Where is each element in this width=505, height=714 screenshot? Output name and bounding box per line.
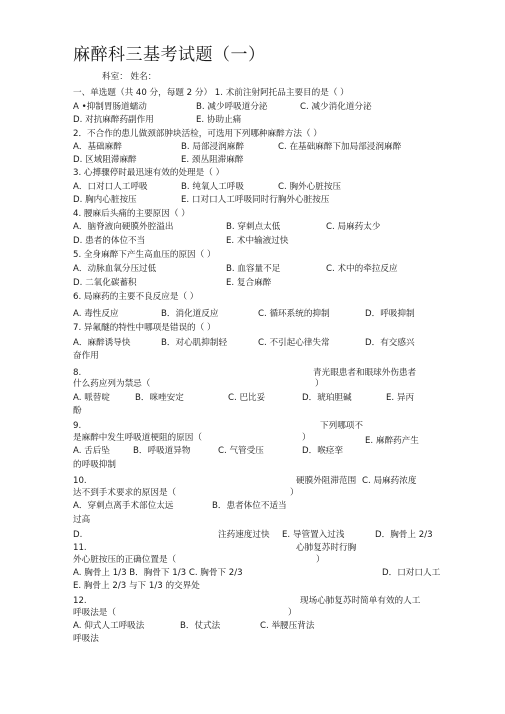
q11-question-part2: 外心脏按压的正确位置是（	[73, 555, 177, 565]
q2-question: 2．不合作的患儿做颈部肿块活检，可选用下列哪种麻醉方法（ ）	[73, 129, 322, 139]
q10-option-d-label: D.	[73, 530, 83, 540]
q9-question-part2: 是麻醉中发生呼吸道梗阻的原因（	[73, 433, 202, 443]
q10-option-d: 注药速度过快	[218, 530, 270, 540]
q10-option-a: A．穿刺点离手术部位太远	[73, 501, 174, 511]
q12-question-part1: 现场心肺复苏时简单有效的人工	[300, 596, 421, 606]
q6-option-b: B．消化道反应	[161, 309, 219, 319]
q3-option-a: A．口对口人工呼吸	[73, 182, 148, 192]
q3-option-b: B. 纯氧人工呼吸	[181, 182, 244, 192]
q8-option-c: C. 巴比妥	[228, 393, 266, 403]
q2-option-b: B. 局部浸润麻醉	[181, 142, 244, 152]
q4-option-a: A．脑脊液向硬膜外腔溢出	[73, 222, 174, 232]
q4-option-c: C. 局麻药太少	[326, 222, 381, 232]
q9-option-b: B．呼吸道异物	[133, 446, 191, 456]
q12-option-b: B．仗式法	[180, 621, 221, 631]
q10-option-e: E. 导管置入过浅	[282, 530, 345, 540]
q6-question: 6. 局麻药的主要不良反应是（ ）	[73, 292, 199, 302]
q9-question-paren: ）	[302, 433, 311, 443]
q4-option-b: B. 穿刺点太低	[226, 222, 281, 232]
q5-option-d: D. 二氧化碳蓄积	[73, 278, 137, 288]
q1-option-e: E. 协助止痛	[196, 115, 242, 125]
q5-question: 5. 全身麻醉下产生高血压的原因（ ）	[73, 250, 216, 260]
q1-option-a: A •抑制胃肠道蠕动	[73, 102, 147, 112]
q10-option-c: C. 局麻药浓度	[362, 476, 417, 486]
q8-option-d: D．琥珀胆碱	[302, 393, 352, 403]
q12-question-part2: 呼吸法是（	[73, 608, 116, 618]
q7-option-d: D．有交感兴	[365, 338, 415, 348]
q7-option-c: C. 不引起心律失常	[258, 338, 330, 348]
q9-question-part1: 下列哪项不	[320, 421, 363, 431]
q11-question-paren: ）	[316, 555, 325, 565]
q3-option-d: D. 胸内心脏按压	[73, 195, 137, 205]
q3-option-c: C. 胸外心脏按压	[278, 182, 342, 192]
q8-option-e-cont: 酚	[73, 406, 82, 416]
q8-option-b: B．咪唑安定	[135, 393, 184, 403]
q9-option-d: D．喉痉挛	[302, 446, 343, 456]
q2-option-e: E. 颈丛阻滞麻醉	[181, 155, 244, 165]
q12-option-a: A. 仰式人工呼吸法	[73, 621, 145, 631]
q5-option-e: E. 复合麻醉	[226, 278, 272, 288]
q4-question: 4. 腰麻后头痛的主要原因（ ）	[73, 209, 190, 219]
q4-option-e: E. 术中输液过快	[226, 236, 289, 246]
q7-option-a: A．麻醉诱导快	[73, 338, 131, 348]
q12-question-paren: ）	[288, 608, 297, 618]
q7-option-d-cont: 奋作用	[73, 351, 99, 361]
q9-option-e-cont: 的呼吸抑制	[73, 460, 116, 470]
q8-option-a: A. 哌替啶	[73, 393, 110, 403]
q6-option-d: D．呼吸抑制	[365, 309, 415, 319]
q10-option-b: B．患者体位不适当	[212, 501, 287, 511]
q11-option-e: E. 胸骨上 2/3 与下 1/3 的交界处	[73, 581, 200, 591]
q6-option-c: C. 循环系统的抑制	[258, 309, 330, 319]
q10-question-paren: ）	[290, 488, 299, 498]
q1-option-d: D. 对抗麻醉药副作用	[73, 115, 154, 125]
q9-option-a: A. 舌后坠	[73, 446, 110, 456]
q12-number: 12.	[73, 596, 87, 606]
q12-option-d-cont: 呼吸法	[73, 634, 99, 644]
q4-option-d: D. 患者的体位不当	[73, 236, 146, 246]
q1-option-c: C. 减少消化道分泌	[300, 102, 372, 112]
q11-option-d: D．胸骨上 2/3	[375, 530, 433, 540]
q8-number: 8.	[73, 368, 82, 378]
q11-number: 11.	[73, 543, 87, 553]
q11-options-abc: A. 胸骨上 1/3 B．胸骨下 1/3 C. 胸骨下 2/3	[73, 568, 243, 578]
q6-option-a: A. 毒性反应	[73, 309, 119, 319]
q10-question-part1: 硬膜外阻滞范围	[296, 476, 357, 486]
q10-question-part2: 达不到手术要求的原因是（	[73, 488, 177, 498]
q10-number: 10.	[73, 476, 87, 486]
q5-option-b: B. 血容量不足	[226, 264, 281, 274]
q2-option-a: A．基础麻醉	[73, 142, 122, 152]
q3-option-e: E. 口对口人工呼吸同时行胸外心脏按压	[181, 195, 330, 205]
q12-option-d: D．口对口人工	[382, 568, 441, 578]
q8-option-e: E. 异丙	[386, 393, 415, 403]
q2-option-c: C. 在基础麻醉下加局部浸润麻醉	[278, 142, 402, 152]
q12-option-c: C. 举腰压背法	[260, 621, 315, 631]
q5-option-c: C. 术中的牵拉反应	[326, 264, 398, 274]
q11-question-part1: 心肺复苏时行胸	[296, 543, 357, 553]
q8-question-part1: 青光眼患者和眼球外伤患者	[313, 368, 417, 378]
q7-question: 7. 异氟醚的特性中哪项是错误的（ ）	[73, 323, 216, 333]
subtitle-department-name: 科室： 姓名：	[102, 72, 157, 82]
q7-option-b: B．对心肌抑制轻	[161, 338, 228, 348]
q2-option-d: D. 区域阻滞麻醉	[73, 155, 137, 165]
q8-question-part2: 什么药应列为禁忌（	[73, 379, 151, 389]
q9-option-e: E. 麻醉药产生	[365, 436, 419, 446]
q5-option-a: A．动脉血氧分压过低	[73, 264, 157, 274]
q8-question-paren: ）	[315, 379, 324, 389]
page-title: 麻醉科三基考试题（一）	[73, 45, 266, 65]
q3-question: 3. 心搏骤停时最迅速有效的处理是（ ）	[73, 168, 225, 178]
q9-option-c: C. 气管受压	[218, 446, 264, 456]
q9-number: 9.	[73, 421, 82, 431]
q10-option-c-cont: 过高	[73, 515, 91, 525]
q1-option-b: B. 减少呼吸道分泌	[196, 102, 268, 112]
section-header-q1: 一、单选题（共 40 分，每题 2 分） 1. 术前注射阿托品主要目的是（ ）	[73, 88, 349, 98]
